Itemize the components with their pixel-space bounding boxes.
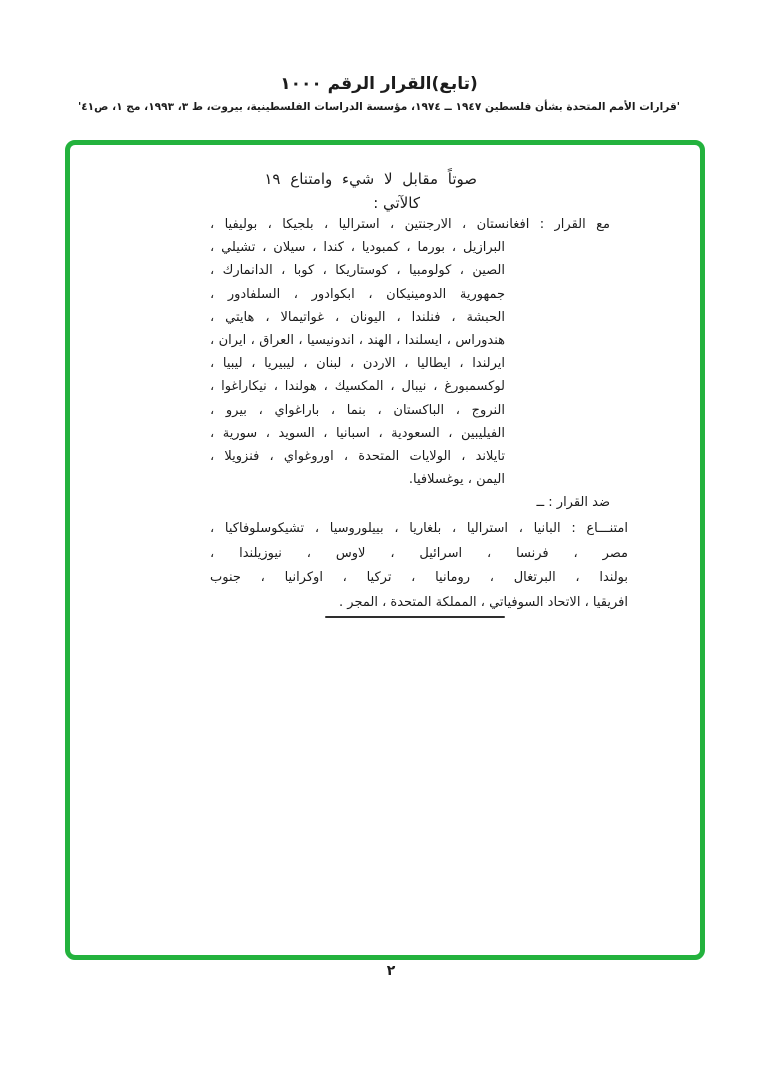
vote-with-label: مع القرار : bbox=[539, 217, 610, 232]
as-follows-line: كالآتي : bbox=[373, 194, 420, 212]
vote-list-line: جمهورية الدومينيكان ، ابكوادور ، السلفادور ، bbox=[210, 286, 505, 302]
vote-list-line: الحبشة ، فنلندا ، اليونان ، غواتيمالا ، هايتي ، bbox=[210, 309, 505, 325]
page-title: (تابع)القرار الرقم ١٠٠٠ bbox=[280, 74, 478, 94]
vote-list-line: افغانستان ، الارجنتين ، استراليا ، بلجيكا ، بوليفيا ، bbox=[210, 217, 530, 232]
vote-list-line: مصر ، فرنسا ، اسرائيل ، لاوس ، نيوزيلندا ، bbox=[210, 545, 628, 561]
vote-list-line: الصين ، كولومبيا ، كوستاريكا ، كوبا ، الدانمارك ، bbox=[210, 263, 505, 279]
page-number: ٢ bbox=[386, 963, 396, 979]
vote-list-line: لوكسمبورغ ، نيبال ، المكسيك ، هولندا ، نيكاراغوا ، bbox=[210, 379, 505, 395]
vote-with-block bbox=[210, 213, 610, 515]
vote-against-line: ضد القرار : ــ bbox=[536, 495, 610, 511]
vote-abstain-label: امتنـــاع : bbox=[571, 521, 628, 536]
vote-list-line: تايلاند ، الولايات المتحدة ، اوروغواي ، فنزويلا ، bbox=[210, 449, 505, 465]
vote-list-line: البرازيل ، بورما ، كمبوديا ، كندا ، سيلان ، تشيلي ، bbox=[210, 240, 505, 256]
vote-result-line: صوتاً مقابل لا شيء وامتناع ١٩ bbox=[264, 170, 477, 188]
vote-list-line: النروج ، الباكستان ، بنما ، باراغواي ، بيرو ، bbox=[210, 402, 505, 418]
vote-list-line: اليمن ، يوغسلافيا. bbox=[408, 472, 505, 488]
vote-list-line: هندوراس ، ايسلندا ، الهند ، اندونيسيا ، العراق ، ايران ، bbox=[210, 333, 505, 349]
vote-with-first-line bbox=[210, 213, 610, 236]
section-divider bbox=[325, 616, 505, 618]
vote-list-line: ايرلندا ، ايطاليا ، الاردن ، لبنان ، ليبيريا ، ليبيا ، bbox=[210, 356, 505, 372]
vote-abstain-block bbox=[210, 517, 628, 615]
vote-abstain-first-line bbox=[210, 517, 628, 542]
vote-list-line: افريقيا ، الاتحاد السوفياتي ، المملكة المتحدة ، المجر . bbox=[339, 594, 628, 610]
vote-list-line: بولندا ، البرتغال ، رومانيا ، تركيا ، اوكرانيا ، جنوب bbox=[210, 570, 628, 586]
citation-line: 'قرارات الأمم المتحدة بشأن فلسطين ١٩٤٧ ــ ١٩٧٤، مؤسسة الدراسات الفلسطينية، بيروت، ط ٣، ١٩٩٣، مج ١، ص٤١' bbox=[77, 101, 681, 113]
vote-list-line: البانيا ، استراليا ، بلغاريا ، بييلوروسيا ، تشيكوسلوفاكيا ، bbox=[210, 521, 561, 536]
vote-list-line: الفيليبين ، السعودية ، اسبانيا ، السويد ، سورية ، bbox=[210, 425, 505, 441]
